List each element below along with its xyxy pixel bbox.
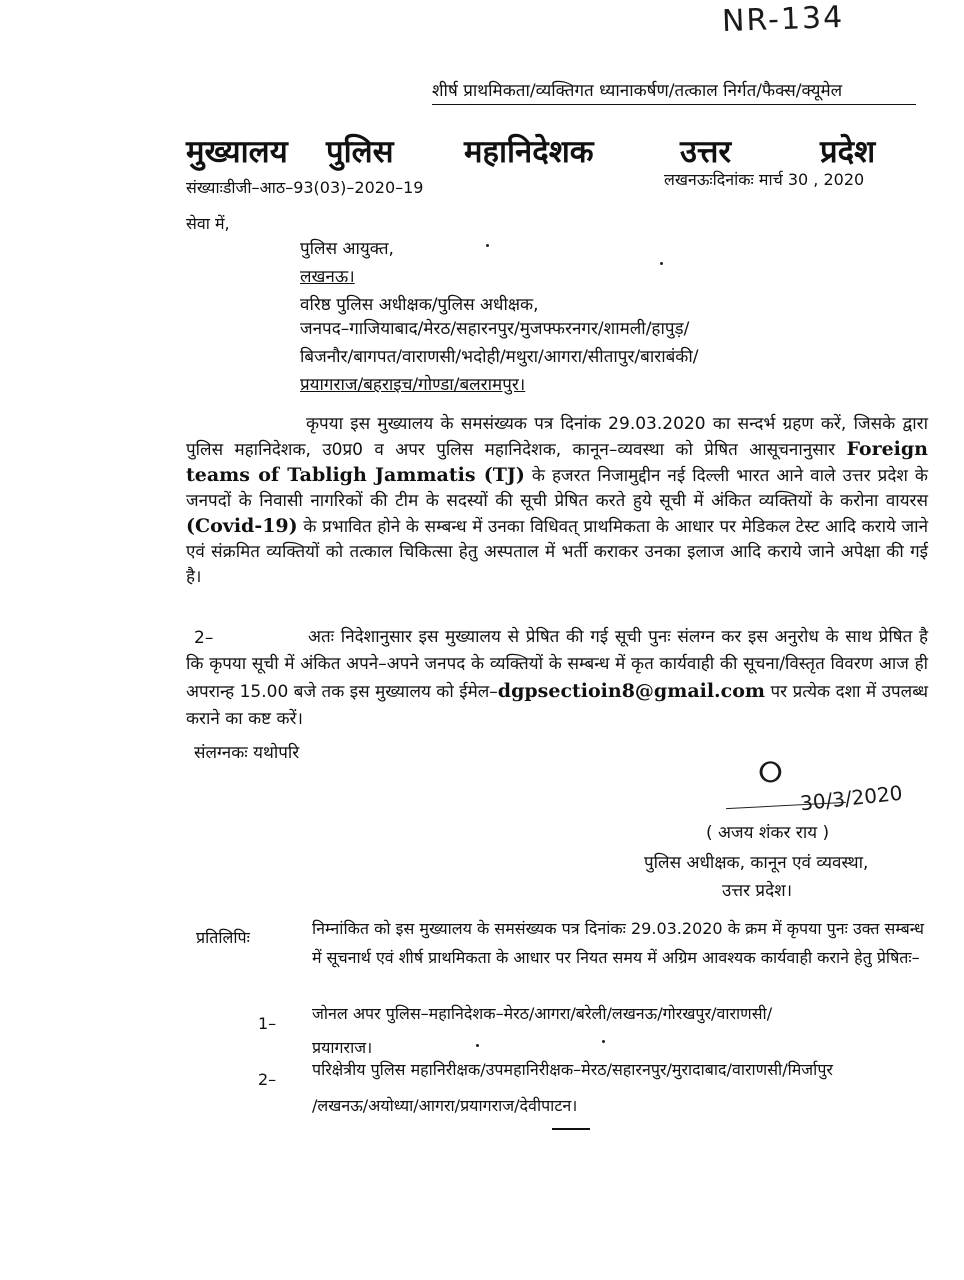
copy-item-number: 1– [258,1014,277,1033]
scan-speck [660,262,663,265]
copy-to-text: निम्नांकित को इस मुख्यालय के समसंख्यक पत्र दिनांकः 29.03.2020 के क्रम में कृपया पुनः उक्त सम्बन्ध में सूचनार्थ एवं शीर्ष प्राथमिकता के आधार पर नियत समय में अग्रिम आवश्यक कार्यवाही कराने हेतु प्रेषितः– [312,919,924,967]
addressee-line: बिजनौर/बागपत/वाराणसी/भदोही/मथुरा/आगरा/सीतापुर/बाराबंकी/ [300,347,699,367]
copy-to-label: प्रतिलिपिः [196,928,250,947]
paragraph-2 [186,624,928,733]
place-date: लखनऊःदिनांकः मार्च 30 , 2020 [664,170,865,189]
enclosure-note: संलग्नकः यथोपरि [194,743,300,763]
paragraph-1-text: के प्रभावित होने के सम्बन्ध में उनका विधिवत् प्राथमिकता के आधार पर मेडिकल टेस्ट आदि कराये जाने एवं संक्रमित व्यक्तियों को तत्काल चिकित्सा हेतु अस्पताल में भर्ती कराकर उनका इलाज आदि कराये जाने अपेक्षा की गई है। [186,517,928,587]
paragraph-2-text: अतः निदेशानुसार इस मुख्यालय से प्रेषित की गई सूची पुनः संलग्न कर इस अनुरोध के साथ प्रेषित है कि कृपया सूची में अंकित अपने–अपने जनपद के व्यक्तियों के सम्बन्ध में कृत कार्यवाही की सूचना/विस्तृत विवरण आज ही अपरान्ह 15.00 बजे तक इस मुख्यालय को ईमेल– [186,627,928,702]
heading-word-2: पुलिस [326,134,394,170]
copy-item-text: प्रयागराज। [312,1038,373,1057]
paragraph-1-text: कृपया इस मुख्यालय के समसंख्यक पत्र दिनांक 29.03.2020 का सन्दर्भ ग्रहण करें, जिसके द्वारा पुलिस महानिदेशक, उ0प्र0 व अपर पुलिस महानिदेशक, कानून–व्यवस्था को प्रेषित आसूचनानुसार [186,414,928,460]
scan-speck [486,244,489,247]
covid-text: (Covid-19) [186,515,298,537]
signatory-designation: पुलिस अधीक्षक, कानून एवं व्यवस्था, [644,853,869,873]
addressee-line: प्रयागराज/बहराइच/गोण्डा/बलरामपुर। [300,375,526,395]
copy-item-text: जोनल अपर पुलिस–महानिदेशक–मेरठ/आगरा/बरेली/लखनऊ/गोरखपुर/वाराणसी/ [312,1004,773,1023]
handwritten-reference: NR-134 [721,0,845,40]
priority-underline [432,104,916,105]
addressee-line: पुलिस आयुक्त, [300,239,394,259]
priority-line: शीर्ष प्राथमिकता/व्यक्तिगत ध्यानाकर्षण/तत्काल निर्गत/फैक्स/क्यूमेल [432,81,843,101]
addressee-line: जनपद–गाजियाबाद/मेरठ/सहारनपुर/मुजफ्फरनगर/शामली/हापुड़/ [300,319,690,339]
heading-word-5: प्रदेश [820,134,876,170]
addressee-line: लखनऊ। [300,267,355,287]
scan-speck [476,1044,479,1047]
copy-item-text: परिक्षेत्रीय पुलिस महानिरीक्षक/उपमहानिरीक्षक–मेरठ/सहारनपुर/मुरादाबाद/वाराणसी/मिर्जापुर [312,1060,833,1079]
closing-line [552,1128,590,1130]
signature-date: 30/3/2020 [799,780,904,816]
paragraph-2-text: पर प्रत्येक दशा में उपलब्ध कराने का कष्ट करें। [186,682,928,729]
salutation: सेवा में, [186,214,230,233]
signatory-state: उत्तर प्रदेश। [722,881,793,901]
email-address: dgpsectioin8@gmail.com [497,680,766,702]
signature-mark: ⵔ [758,756,783,789]
addressee-line: वरिष्ठ पुलिस अधीक्षक/पुलिस अधीक्षक, [300,295,539,315]
paragraph-1 [186,412,928,590]
tabligh-text: Foreign teams of Tabligh Jammatis (TJ) [186,438,928,486]
copy-item-number: 2– [258,1070,277,1089]
scan-speck [602,1040,605,1043]
heading-word-1: मुख्यालय [186,134,288,170]
heading-word-3: महानिदेशक [464,134,594,170]
copy-item-text: /लखनऊ/अयोध्या/आगरा/प्रयागराज/देवीपाटन। [312,1096,578,1115]
heading-word-4: उत्तर [680,134,732,170]
paragraph-1-text: के हजरत निजामुद्दीन नई दिल्ली भारत आने वाले उत्तर प्रदेश के जनपदों के निवासी नागरिकों की टीम के सदस्यों की सूची प्रेषित करते हुये सूची में अंकित व्यक्तियों के करोना वायरस [186,466,928,511]
reference-number: संख्याःडीजी–आठ–93(03)–2020–19 [186,178,424,197]
paragraph-2-number: 2– [194,628,214,648]
signatory-name: ( अजय शंकर राय ) [706,823,830,843]
